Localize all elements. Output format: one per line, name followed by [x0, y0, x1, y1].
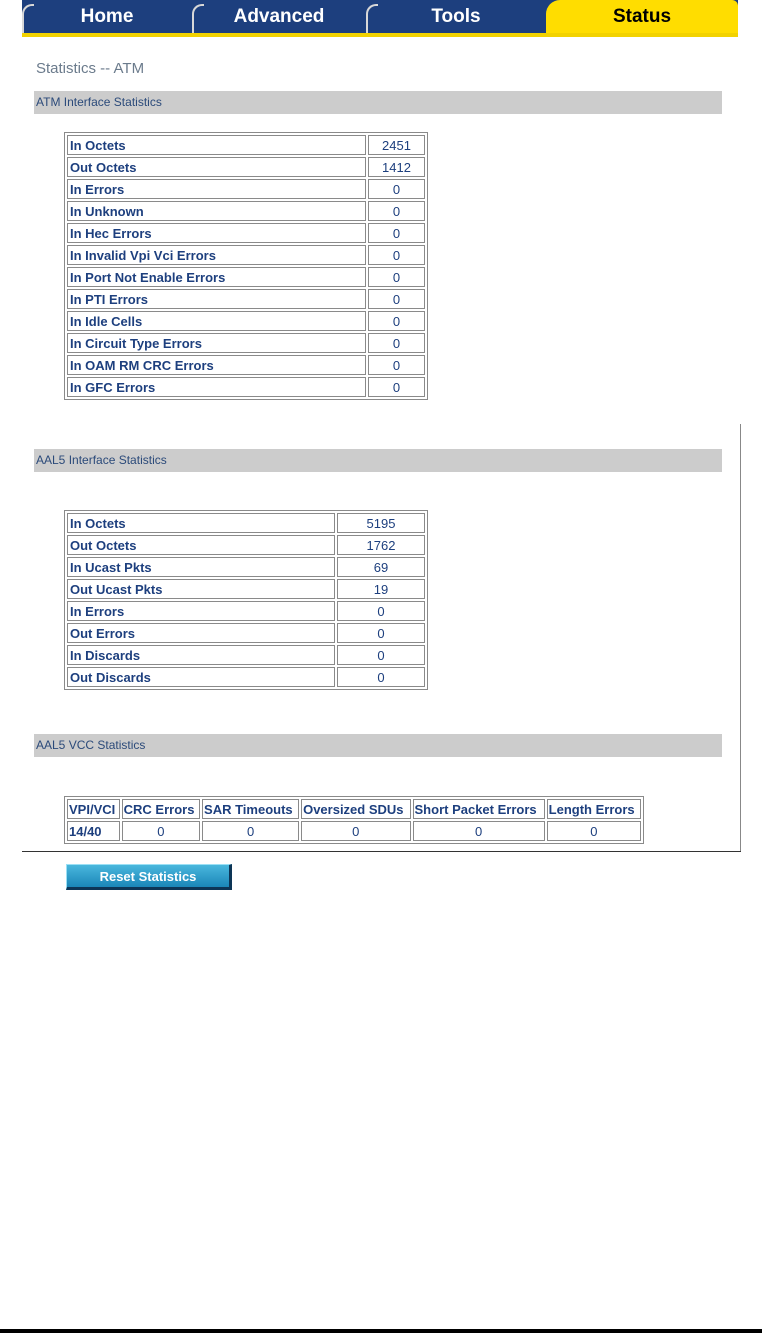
stat-value: 19	[337, 579, 425, 599]
column-header: SAR Timeouts	[202, 799, 299, 819]
table-row	[67, 579, 425, 599]
stat-label: Out Discards	[67, 667, 335, 687]
stat-value: 0	[368, 179, 425, 199]
table-row	[67, 623, 425, 643]
table-row	[67, 377, 425, 397]
table-row	[67, 355, 425, 375]
stat-value: 0	[337, 601, 425, 621]
stat-value: 0	[337, 623, 425, 643]
stat-label: Out Ucast Pkts	[67, 579, 335, 599]
table-cell: 0	[122, 821, 200, 841]
tab-status-label: Status	[612, 5, 672, 27]
stat-label: In PTI Errors	[67, 289, 366, 309]
table-row	[67, 821, 641, 841]
column-header: Length Errors	[547, 799, 641, 819]
stat-value: 0	[368, 201, 425, 221]
stat-label: In Errors	[67, 179, 366, 199]
page-title: Statistics -- ATM	[36, 60, 145, 77]
section-header-atm: ATM Interface Statistics	[34, 91, 722, 114]
table-row	[67, 667, 425, 687]
stat-value: 0	[368, 311, 425, 331]
aal5-stats-table	[64, 510, 428, 690]
table-cell: 0	[202, 821, 299, 841]
tab-tools[interactable]	[366, 0, 546, 33]
table-row	[67, 535, 425, 555]
table-header-row	[67, 799, 641, 819]
table-row	[67, 157, 425, 177]
column-header: CRC Errors	[122, 799, 200, 819]
vcc-stats-table	[64, 796, 644, 844]
tab-bar-underline	[22, 33, 738, 37]
stat-label: In Discards	[67, 645, 335, 665]
table-row	[67, 601, 425, 621]
table-row	[67, 333, 425, 353]
stat-label: In Octets	[67, 135, 366, 155]
stat-value: 1762	[337, 535, 425, 555]
tab-advanced-label: Advanced	[233, 5, 325, 27]
table-cell-vpi-vci: 14/40	[67, 821, 120, 841]
stat-value: 5195	[337, 513, 425, 533]
table-row	[67, 179, 425, 199]
stat-value: 2451	[368, 135, 425, 155]
reset-statistics-button[interactable]	[66, 864, 232, 890]
stat-value: 1412	[368, 157, 425, 177]
table-row	[67, 135, 425, 155]
stat-label: In GFC Errors	[67, 377, 366, 397]
section-header-aal5: AAL5 Interface Statistics	[34, 449, 722, 472]
stat-value: 0	[368, 355, 425, 375]
stat-label: In Unknown	[67, 201, 366, 221]
stat-label: In OAM RM CRC Errors	[67, 355, 366, 375]
table-cell: 0	[547, 821, 641, 841]
tab-home[interactable]	[22, 0, 192, 33]
table-row	[67, 267, 425, 287]
stat-label: In Errors	[67, 601, 335, 621]
reset-statistics-button-label: Reset Statistics	[99, 868, 197, 884]
stat-label: Out Octets	[67, 535, 335, 555]
stat-value: 0	[368, 377, 425, 397]
table-row	[67, 513, 425, 533]
stat-value: 0	[368, 245, 425, 265]
stat-value: 69	[337, 557, 425, 577]
stat-label: In Idle Cells	[67, 311, 366, 331]
atm-stats-table	[64, 132, 428, 400]
stat-label: In Octets	[67, 513, 335, 533]
tab-separator	[22, 4, 34, 33]
tab-separator	[366, 4, 378, 33]
stat-value: 0	[337, 645, 425, 665]
table-row	[67, 645, 425, 665]
stat-label: In Hec Errors	[67, 223, 366, 243]
tab-status[interactable]	[546, 0, 738, 33]
stat-value: 0	[337, 667, 425, 687]
table-row	[67, 557, 425, 577]
table-row	[67, 201, 425, 221]
stat-value: 0	[368, 223, 425, 243]
stat-label: Out Octets	[67, 157, 366, 177]
stat-value: 0	[368, 267, 425, 287]
column-header: Oversized SDUs	[301, 799, 410, 819]
table-cell: 0	[301, 821, 410, 841]
table-row	[67, 245, 425, 265]
stat-value: 0	[368, 289, 425, 309]
tab-advanced[interactable]	[192, 0, 366, 33]
page-bottom-rule	[0, 1329, 762, 1333]
section-header-vcc: AAL5 VCC Statistics	[34, 734, 722, 757]
stat-label: In Circuit Type Errors	[67, 333, 366, 353]
table-row	[67, 289, 425, 309]
tab-tools-label: Tools	[431, 5, 481, 27]
tab-home-label: Home	[80, 5, 134, 27]
table-row	[67, 311, 425, 331]
stat-value: 0	[368, 333, 425, 353]
stat-label: In Ucast Pkts	[67, 557, 335, 577]
table-cell: 0	[413, 821, 545, 841]
stat-label: In Invalid Vpi Vci Errors	[67, 245, 366, 265]
column-header: Short Packet Errors	[413, 799, 545, 819]
tab-separator	[192, 4, 204, 33]
column-header: VPI/VCI	[67, 799, 120, 819]
table-row	[67, 223, 425, 243]
stat-label: In Port Not Enable Errors	[67, 267, 366, 287]
content-frame-right-border	[740, 424, 741, 852]
top-navigation-bar	[22, 0, 738, 36]
content-frame-bottom-border	[22, 851, 741, 852]
stat-label: Out Errors	[67, 623, 335, 643]
